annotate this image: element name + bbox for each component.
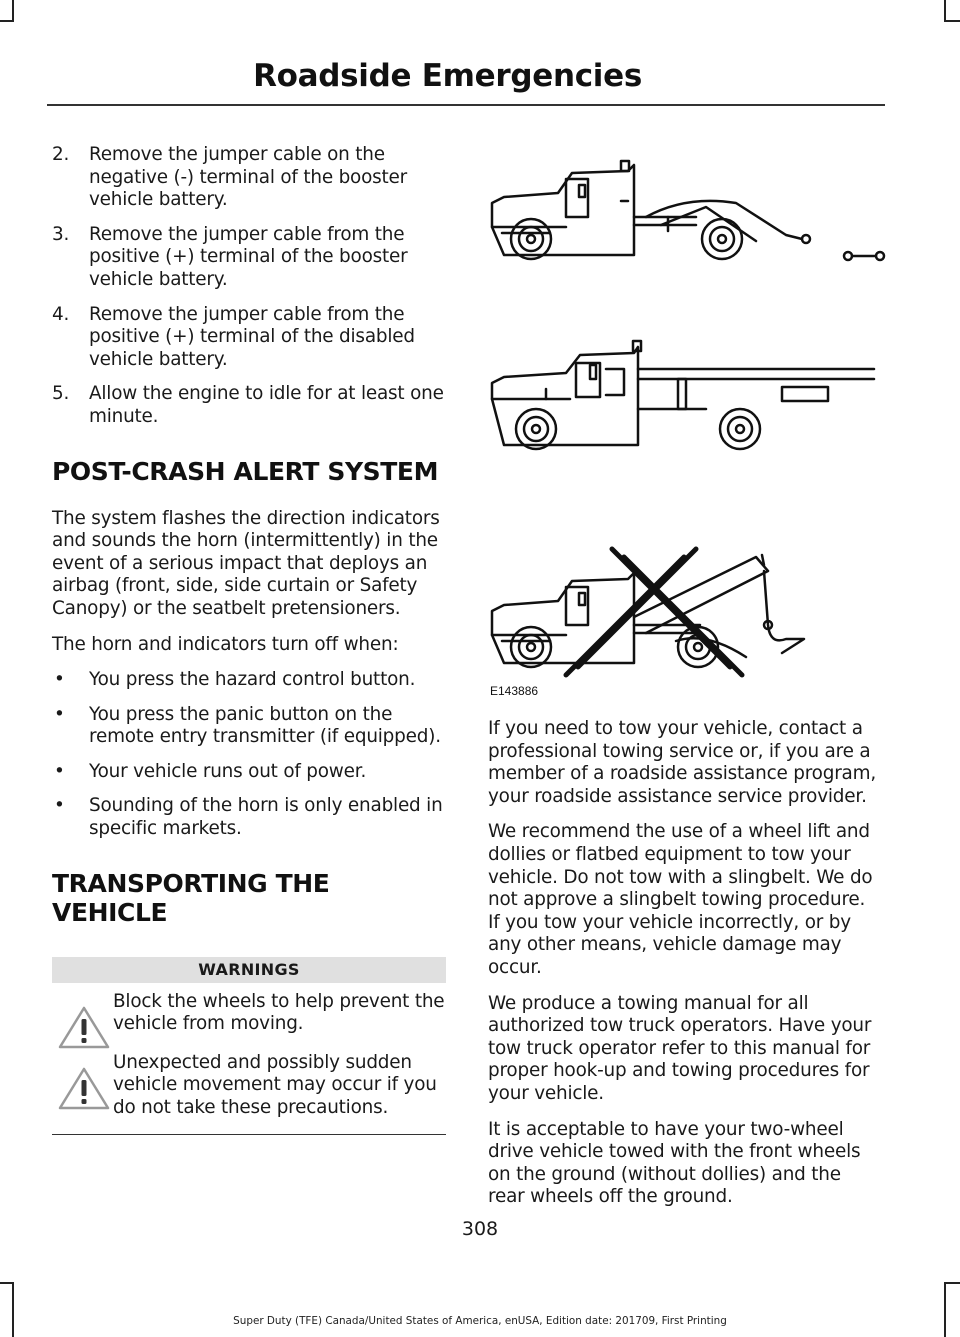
- bullet-icon: •: [54, 703, 65, 725]
- flatbed-truck-illustration: [492, 341, 874, 449]
- bullet-icon: •: [54, 760, 65, 782]
- step-text: Remove the jumper cable from the positive (+) terminal of the disabled vehicle battery.: [89, 303, 415, 370]
- crop-mark: [12, 1282, 14, 1337]
- paragraph: We produce a towing manual for all authorized tow truck operators. Have your tow truck operator refer to this manual for proper hook-up and towing procedures for your vehicle.: [488, 992, 872, 1104]
- left-column: [52, 144, 446, 1135]
- crop-mark: [12, 0, 14, 20]
- towing-methods-illustration: [486, 145, 906, 705]
- warning-triangle-icon: [58, 1066, 110, 1111]
- step-item: [52, 383, 446, 428]
- step-item: [52, 304, 446, 372]
- right-column: [488, 718, 882, 1222]
- slingbelt-truck-illustration: [492, 555, 804, 667]
- warning-text: Unexpected and possibly sudden vehicle movement may occur if you do not take these precautions.: [113, 1051, 437, 1119]
- paragraph: If you need to tow your vehicle, contact a professional towing service or, if you are a member of a roadside assistance program, your roadside assistance service provider.: [488, 718, 876, 807]
- page-number: 308: [461, 1218, 499, 1240]
- figure-code: E143886: [490, 684, 539, 698]
- crop-mark: [944, 20, 960, 22]
- wheel-lift-truck-illustration: [492, 161, 884, 260]
- footer-text: Super Duty (TFE) Canada/United States of America, enUSA, Edition date: 201709, First Printing: [233, 1315, 727, 1327]
- list-item-text: You press the panic button on the remote entry transmitter (if equipped).: [89, 703, 441, 748]
- warning-item: [52, 991, 446, 1036]
- step-number: 2.: [52, 144, 70, 165]
- list-item-text: You press the hazard control button.: [89, 669, 416, 691]
- warnings-box: [52, 957, 446, 1135]
- list-item: [52, 704, 446, 749]
- step-text: Allow the engine to idle for at least one minute.: [89, 383, 444, 427]
- post-crash-description: The system flashes the direction indicators and sounds the horn (intermittently) in the event of a serious impact that deploys an airbag (front, side, side curtain or Safety Canopy) or the seatbelt pretensioners.: [52, 507, 440, 619]
- warnings-divider: [52, 1134, 446, 1136]
- step-item: [52, 224, 446, 292]
- post-crash-intro: The horn and indicators turn off when:: [52, 633, 399, 655]
- crop-mark: [0, 20, 14, 22]
- list-item: [52, 761, 446, 784]
- crop-mark: [944, 1282, 960, 1284]
- section-heading-post-crash: POST-CRASH ALERT SYSTEM: [52, 456, 439, 486]
- step-number: 3.: [52, 223, 70, 245]
- crop-mark: [944, 1282, 946, 1337]
- paragraph: It is acceptable to have your two-wheel drive vehicle towed with the front wheels on the ground (without dollies) and the rear wheels off the ground.: [488, 1118, 861, 1208]
- bullet-icon: •: [54, 669, 65, 691]
- list-item-text: Sounding of the horn is only enabled in specific markets.: [89, 795, 443, 840]
- prohibited-x-icon: [566, 549, 742, 675]
- bullet-icon: •: [54, 795, 65, 817]
- list-item: [52, 669, 446, 692]
- list-item-text: Your vehicle runs out of power.: [89, 760, 367, 782]
- steps-list: [52, 144, 446, 429]
- header-divider: [47, 104, 885, 106]
- section-heading-transport: TRANSPORTING THE VEHICLE: [52, 868, 330, 927]
- paragraph: We recommend the use of a wheel lift and dollies or flatbed equipment to tow your vehicle. Do not tow with a slingbelt. We do not approve a slingbelt towing procedure. If you tow your vehicle incorrectly, or by any other means, vehicle damage may occur.: [488, 821, 873, 978]
- warning-triangle-icon: [58, 1005, 110, 1050]
- page-title: Roadside Emergencies: [253, 58, 642, 94]
- turn-off-list: [52, 669, 446, 841]
- step-item: [52, 144, 446, 212]
- step-number: 4.: [52, 303, 70, 325]
- step-text: Remove the jumper cable on the negative (-) terminal of the booster vehicle battery.: [89, 144, 408, 211]
- warnings-label: WARNINGS: [52, 957, 446, 983]
- crop-mark: [944, 0, 946, 20]
- warning-item: [52, 1052, 446, 1120]
- list-item: [52, 795, 446, 840]
- step-text: Remove the jumper cable from the positive (+) terminal of the booster vehicle battery.: [89, 223, 408, 290]
- warning-text: Block the wheels to help prevent the vehicle from moving.: [113, 990, 445, 1035]
- step-number: 5.: [52, 383, 70, 405]
